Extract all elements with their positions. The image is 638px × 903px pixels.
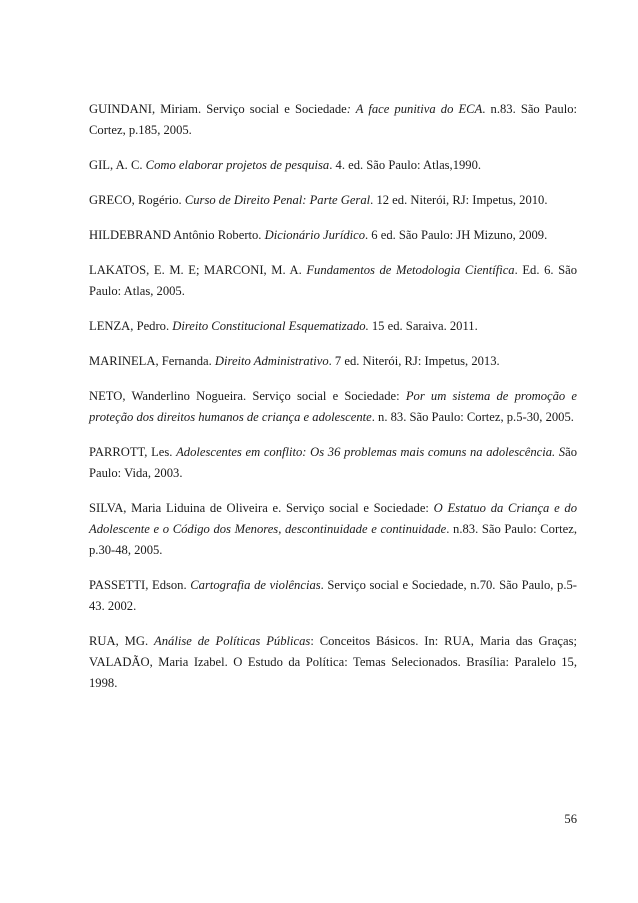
reference-text: : Conceitos Básicos. In: RUA, Maria das Graças; VALADÃO, Maria Izabel. O Estudo da Política: Temas Selecionados. Brasília: Paralelo 15, 1998. [89, 634, 578, 690]
reference-text: MARINELA, Fernanda. [89, 354, 215, 368]
reference-entry [89, 442, 577, 484]
reference-title: Como elaborar projetos de pesquisa [145, 158, 330, 172]
reference-text: GUINDANI, Miriam. Serviço social e Sociedade [89, 102, 347, 116]
reference-text: GRECO, Rogério. [89, 193, 185, 207]
reference-title: Cartografia de violências [190, 578, 321, 592]
reference-title: : A face punitiva do ECA [346, 102, 483, 116]
reference-entry [89, 351, 577, 372]
reference-text: LENZA, Pedro. [89, 319, 173, 333]
reference-title: Curso de Direito Penal: Parte Geral [184, 193, 371, 207]
reference-text: LAKATOS, E. M. E; MARCONI, M. A. [89, 263, 307, 277]
reference-text: 15 ed. Saraiva. 2011. [368, 319, 478, 333]
reference-text: RUA, MG. [89, 634, 155, 648]
reference-text: PARROTT, Les. [89, 445, 177, 459]
reference-text: . 4. ed. São Paulo: Atlas,1990. [329, 158, 482, 172]
reference-entry [89, 225, 577, 246]
reference-text: . 12 ed. Niterói, RJ: Impetus, 2010. [370, 193, 548, 207]
reference-title: Dicionário Jurídico [264, 228, 365, 242]
page-number: 56 [564, 812, 577, 826]
reference-title: Fundamentos de Metodologia Científica [306, 263, 515, 277]
reference-entry [89, 190, 577, 211]
reference-title: O Estatuo da Criança e do Adolescente e o Código dos Menores, descontinuidade e continuidade [89, 501, 577, 536]
reference-text: . n.83. São Paulo: Cortez, p.30-48, 2005. [89, 522, 577, 557]
reference-entry [89, 498, 577, 561]
reference-text: . 6 ed. São Paulo: JH Mizuno, 2009. [365, 228, 548, 242]
reference-text: SILVA, Maria Liduina de Oliveira e. Serviço social e Sociedade: [89, 501, 434, 515]
reference-title: Adolescentes em conflito: Os 36 problemas mais comuns na adolescência. S [176, 445, 566, 459]
reference-entry [89, 316, 577, 337]
reference-title: Direito Administrativo [214, 354, 329, 368]
reference-entry [89, 99, 577, 141]
reference-list [89, 99, 577, 708]
reference-title: Direito Constitucional Esquematizado. [172, 319, 369, 333]
reference-text: ão Paulo: Vida, 2003. [89, 445, 577, 480]
reference-entry [89, 575, 577, 617]
reference-text: GIL, A. C. [89, 158, 146, 172]
reference-title: Análise de Políticas Públicas [154, 634, 311, 648]
reference-entry [89, 260, 577, 302]
reference-entry [89, 631, 577, 694]
reference-title: Por um sistema de promoção e proteção dos direitos humanos de criança e adolescente [89, 389, 577, 424]
reference-text: NETO, Wanderlino Nogueira. Serviço social e Sociedade: [89, 389, 406, 403]
reference-text: . n.83. São Paulo: Cortez, p.185, 2005. [89, 102, 577, 137]
reference-entry [89, 155, 577, 176]
reference-entry [89, 386, 577, 428]
reference-text: . 7 ed. Niterói, RJ: Impetus, 2013. [328, 354, 500, 368]
reference-text: . Ed. 6. São Paulo: Atlas, 2005. [89, 263, 577, 298]
reference-text: . Serviço social e Sociedade, n.70. São Paulo, p.5-43. 2002. [89, 578, 577, 613]
reference-text: PASSETTI, Edson. [89, 578, 191, 592]
reference-text: . n. 83. São Paulo: Cortez, p.5-30, 2005. [371, 410, 574, 424]
reference-text: HILDEBRAND Antônio Roberto. [89, 228, 265, 242]
